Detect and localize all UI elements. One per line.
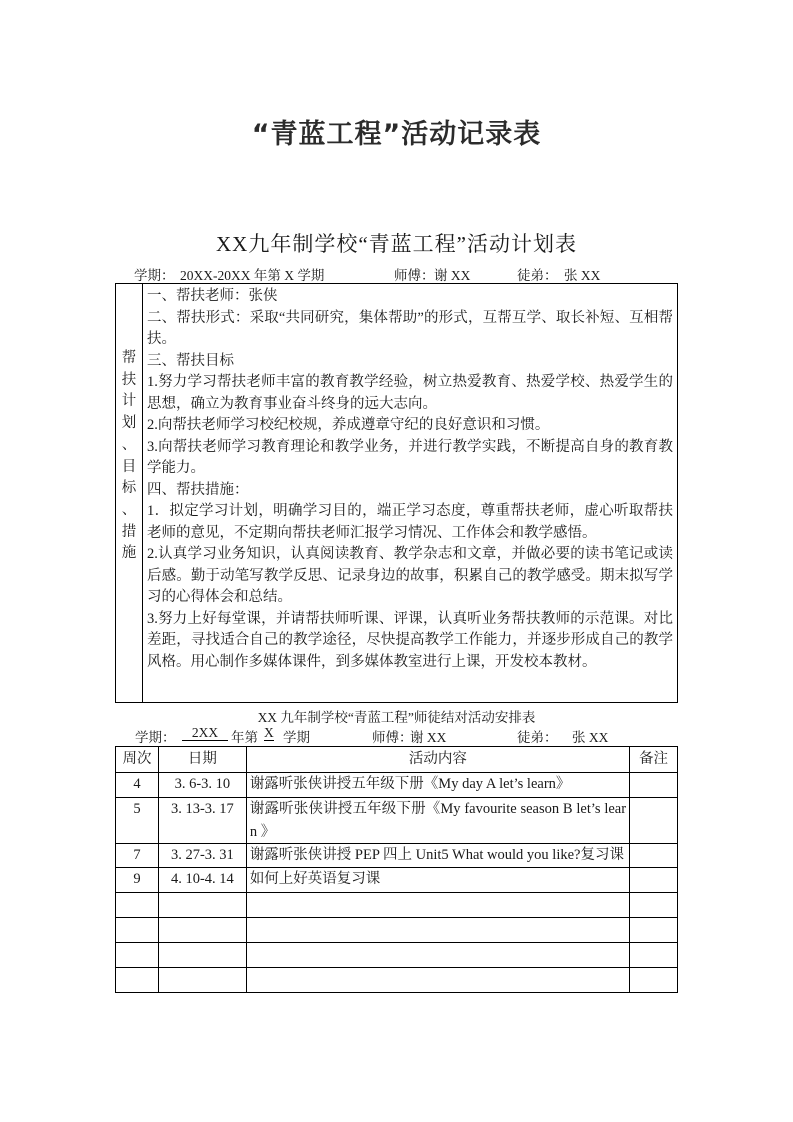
note-cell xyxy=(630,773,678,798)
schedule-master-value: 谢 XX xyxy=(410,730,447,745)
schedule-apprentice-label: 徒弟： xyxy=(517,730,558,745)
plan-paragraph: 1．拟定学习计划，明确学习目的，端正学习态度，尊重帮扶老师，虚心听取帮扶老师的意见，不定期向帮扶老师汇报学习情况、工作体会和教学感悟。 xyxy=(147,503,673,541)
schedule-term-suffix: 学期 xyxy=(283,730,310,745)
schedule-blank-row xyxy=(116,892,678,917)
plan-paragraph: 二、帮扶形式：采取“共同研究，集体帮助”的形式，互帮互学、取长补短、互相帮扶。 xyxy=(147,309,673,347)
note-cell xyxy=(630,844,678,868)
plan-paragraph: 3.向帮扶老师学习教育理论和教学业务，并进行教学实践，不断提高自身的教育教学能力。 xyxy=(147,438,673,476)
side-label-char: 措 xyxy=(121,523,137,540)
content-cell: 谢露听张侠讲授五年级下册《My favourite season B let’s learn 》 xyxy=(246,798,629,844)
plan-term-label: 学期： xyxy=(134,268,175,283)
plan-master-label: 师傅： xyxy=(394,268,435,283)
schedule-blank-row xyxy=(116,942,678,967)
header-week: 周次 xyxy=(116,747,159,773)
side-label-char: 、 xyxy=(121,436,137,453)
date-cell xyxy=(158,917,246,942)
plan-paragraph: 2.向帮扶老师学习校纪校规，养成遵章守纪的良好意识和习惯。 xyxy=(147,417,550,433)
week-cell: 5 xyxy=(116,798,159,844)
date-cell xyxy=(158,942,246,967)
note-cell xyxy=(630,798,678,844)
week-cell xyxy=(116,892,159,917)
schedule-meta-line xyxy=(0,726,793,744)
date-cell: 3. 13-3. 17 xyxy=(158,798,246,844)
week-cell xyxy=(116,967,159,992)
side-label-char: 目 xyxy=(121,458,137,475)
content-cell xyxy=(246,967,629,992)
content-cell: 如何上好英语复习课 xyxy=(246,867,629,892)
content-cell xyxy=(246,942,629,967)
note-cell xyxy=(630,867,678,892)
plan-paragraph: 一、帮扶老师：张侠 xyxy=(147,288,278,304)
date-cell: 3. 27-3. 31 xyxy=(158,844,246,868)
schedule-master-label: 师傅： xyxy=(372,730,413,745)
side-label-char: 标 xyxy=(121,480,137,497)
document-title: “青蓝工程”活动记录表 xyxy=(251,119,542,150)
schedule-table xyxy=(115,746,678,993)
note-cell xyxy=(630,892,678,917)
header-date: 日期 xyxy=(158,747,246,773)
side-label-char: 扶 xyxy=(121,371,137,388)
plan-paragraph: 3.努力上好每堂课，并请帮扶师听课、评课，认真听业务帮扶教师的示范课。对比差距，寻找适合自己的教学途径，尽快提高教学工作能力，并逐步形成自己的教学风格。用心制作多媒体课件，到多媒体教室进行上课，开发校本教材。 xyxy=(147,610,673,670)
week-cell: 9 xyxy=(116,867,159,892)
content-cell: 谢露听张侠讲授五年级下册《My day A let’s learn》 xyxy=(246,773,629,798)
plan-paragraph: 四、帮扶措施： xyxy=(147,481,249,498)
plan-table-title: XX九年制学校“青蓝工程”活动计划表 xyxy=(216,232,577,256)
plan-apprentice-label: 徒弟： xyxy=(517,268,558,283)
schedule-row xyxy=(116,867,678,892)
date-cell: 3. 6-3. 10 xyxy=(158,773,246,798)
plan-content-cell xyxy=(147,286,673,673)
plan-apprentice-value: 张 XX xyxy=(564,268,601,283)
side-label-char: 施 xyxy=(121,545,137,562)
schedule-table-title: XX 九年制学校“青蓝工程”师徒结对活动安排表 xyxy=(257,710,536,725)
side-label-char: 帮 xyxy=(121,350,137,366)
content-cell xyxy=(246,892,629,917)
content-cell: 谢露听张侠讲授 PEP 四上 Unit5 What would you like?复习课 xyxy=(246,844,629,868)
plan-paragraph: 1.努力学习帮扶老师丰富的教育教学经验，树立热爱教育、热爱学校、热爱学生的思想，确立为教育事业奋斗终身的远大志向。 xyxy=(147,374,673,412)
week-cell xyxy=(116,942,159,967)
date-cell: 4. 10-4. 14 xyxy=(158,867,246,892)
schedule-blank-row xyxy=(116,967,678,992)
schedule-row xyxy=(116,844,678,868)
schedule-blank-row xyxy=(116,917,678,942)
week-cell: 4 xyxy=(116,773,159,798)
schedule-term-label: 学期： xyxy=(135,730,176,745)
schedule-term-num: X xyxy=(264,725,274,740)
side-label-char: 划 xyxy=(121,415,137,432)
plan-table xyxy=(115,283,678,703)
date-cell xyxy=(158,892,246,917)
week-cell xyxy=(116,917,159,942)
date-cell xyxy=(158,967,246,992)
side-label-char: 计 xyxy=(121,393,137,410)
week-cell: 7 xyxy=(116,844,159,868)
plan-side-label xyxy=(116,348,142,565)
schedule-row xyxy=(116,773,678,798)
note-cell xyxy=(630,917,678,942)
header-note: 备注 xyxy=(630,747,678,773)
note-cell xyxy=(630,942,678,967)
side-label-char: 、 xyxy=(121,501,137,518)
plan-meta-line xyxy=(0,264,793,282)
content-cell xyxy=(246,917,629,942)
header-content: 活动内容 xyxy=(246,747,629,773)
plan-paragraph: 三、帮扶目标 xyxy=(147,352,234,369)
plan-paragraph: 2.认真学习业务知识，认真阅读教育、教学杂志和文章，并做必要的读书笔记或读后感。勤于动笔写教学反思、记录身边的故事，积累自己的教学感受。期末拟写学习的心得体会和总结。 xyxy=(147,546,673,605)
schedule-year-suffix: 年第 xyxy=(231,730,258,745)
note-cell xyxy=(630,967,678,992)
schedule-apprentice-value: 张 XX xyxy=(572,730,609,745)
schedule-year-value: 2XX xyxy=(182,726,228,741)
schedule-header-row xyxy=(116,747,678,773)
plan-term-value: 20XX-20XX 年第 X 学期 xyxy=(180,268,325,283)
plan-master-value: 谢 XX xyxy=(434,268,471,283)
schedule-row xyxy=(116,798,678,844)
plan-side-cell xyxy=(116,284,143,702)
